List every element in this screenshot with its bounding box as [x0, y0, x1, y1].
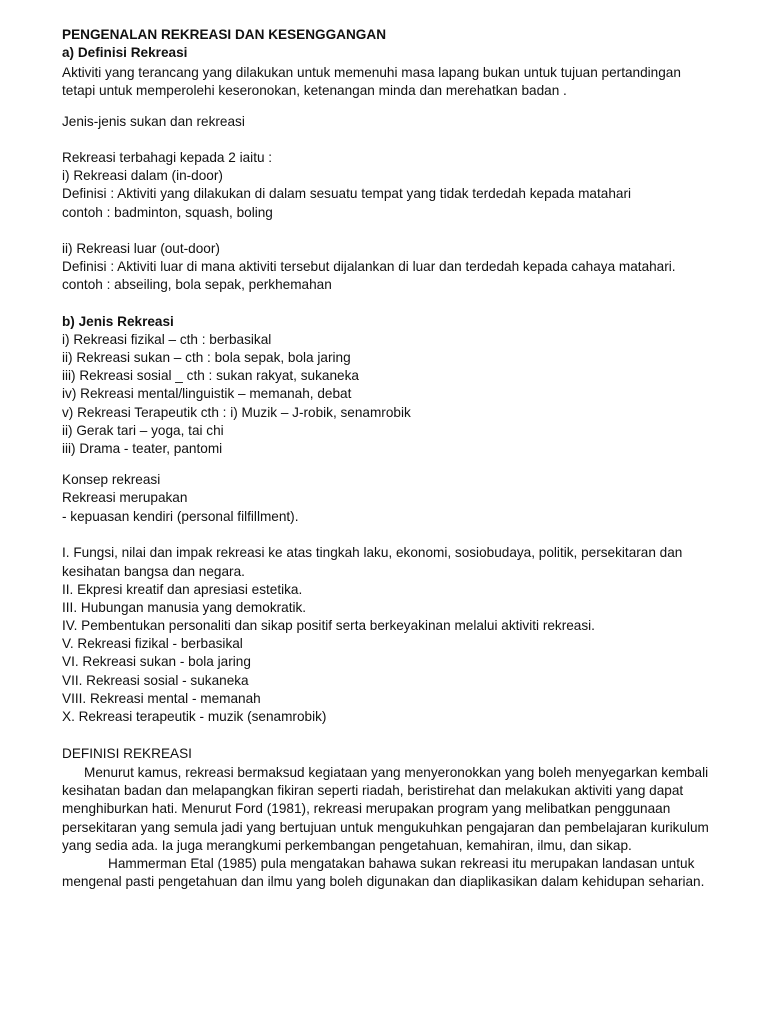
- outdoor-definition: Definisi : Aktiviti luar di mana aktiviti tersebut dijalankan di luar dan terdedah kepada cahaya matahari.: [62, 259, 676, 274]
- list-item: iv) Rekreasi mental/linguistik – memanah, debat: [62, 386, 352, 401]
- definisi-paragraph-1: Menurut kamus, rekreasi bermaksud kegiataan yang menyeronokkan yang boleh menyegarkan kembali kesihatan badan dan melapangkan fikiran seperti riadah, beristirehat dan melakukan aktiviti yang dapat menghiburkan hati. Menurut Ford (1981), rekreasi merupakan program yang melibatkan penggunaan persekitaran yang semula jadi yang bertujuan untuk mengukuhkan pengajaran dan pembelajaran kurikulum yang sedia ada. Ia juga merangkumi perkembangan pengetahuan, kemahiran, ilmu, dan sikap.: [62, 765, 709, 853]
- indoor-title: i) Rekreasi dalam (in-door): [62, 168, 223, 183]
- fungsi-item: X. Rekreasi terapeutik - muzik (senamrobik): [62, 709, 327, 724]
- list-item: v) Rekreasi Terapeutik cth : i) Muzik – J-robik, senamrobik: [62, 405, 411, 420]
- fungsi-item: III. Hubungan manusia yang demokratik.: [62, 600, 307, 615]
- list-item: ii) Rekreasi sukan – cth : bola sepak, bola jaring: [62, 350, 351, 365]
- definition-line-2: tetapi untuk memperolehi keseronokan, ketenangan minda dan merehatkan badan .: [62, 83, 567, 98]
- fungsi-item: I. Fungsi, nilai dan impak rekreasi ke atas tingkah laku, ekonomi, sosiobudaya, politik, persekitaran dan: [62, 545, 683, 560]
- definition-line-1: Aktiviti yang terancang yang dilakukan untuk memenuhi masa lapang bukan untuk tujuan pertandingan: [62, 65, 681, 80]
- konsep-line-2: - kepuasan kendiri (personal filfillment).: [62, 509, 299, 524]
- outdoor-title: ii) Rekreasi luar (out-door): [62, 241, 220, 256]
- indoor-definition: Definisi : Aktiviti yang dilakukan di dalam sesuatu tempat yang tidak terdedah kepada matahari: [62, 186, 631, 201]
- fungsi-item: II. Ekpresi kreatif dan apresiasi estetika.: [62, 582, 303, 597]
- fungsi-item: VI. Rekreasi sukan - bola jaring: [62, 654, 251, 669]
- fungsi-item: V. Rekreasi fizikal - berbasikal: [62, 636, 243, 651]
- fungsi-item: kesihatan bangsa dan negara.: [62, 564, 245, 579]
- fungsi-item: VII. Rekreasi sosial - sukaneka: [62, 673, 249, 688]
- section-a-heading: a) Definisi Rekreasi: [62, 45, 188, 60]
- section-b-heading: b) Jenis Rekreasi: [62, 314, 174, 329]
- indoor-example: contoh : badminton, squash, boling: [62, 205, 273, 220]
- fungsi-item: IV. Pembentukan personaliti dan sikap positif serta berkeyakinan melalui aktiviti rekreasi.: [62, 618, 595, 633]
- list-item: iii) Rekreasi sosial _ cth : sukan rakyat, sukaneka: [62, 368, 359, 383]
- definisi-body: [62, 764, 712, 891]
- terbahagi-intro: Rekreasi terbahagi kepada 2 iaitu :: [62, 150, 273, 165]
- fungsi-item: VIII. Rekreasi mental - memanah: [62, 691, 261, 706]
- jenis-label: Jenis-jenis sukan dan rekreasi: [62, 114, 245, 129]
- list-item: i) Rekreasi fizikal – cth : berbasikal: [62, 332, 272, 347]
- definisi-heading: DEFINISI REKREASI: [62, 746, 192, 761]
- konsep-line-1: Rekreasi merupakan: [62, 490, 188, 505]
- outdoor-example: contoh : abseiling, bola sepak, perkhemahan: [62, 277, 332, 292]
- list-item: iii) Drama - teater, pantomi: [62, 441, 223, 456]
- konsep-heading: Konsep rekreasi: [62, 472, 161, 487]
- definisi-paragraph-2: Hammerman Etal (1985) pula mengatakan bahawa sukan rekreasi itu merupakan landasan untuk mengenal pasti pengetahuan dan ilmu yang boleh digunakan dan diaplikasikan dalam kehidupan seharian.: [62, 856, 705, 890]
- doc-title: PENGENALAN REKREASI DAN KESENGGANGAN: [62, 27, 387, 42]
- list-item: ii) Gerak tari – yoga, tai chi: [62, 423, 224, 438]
